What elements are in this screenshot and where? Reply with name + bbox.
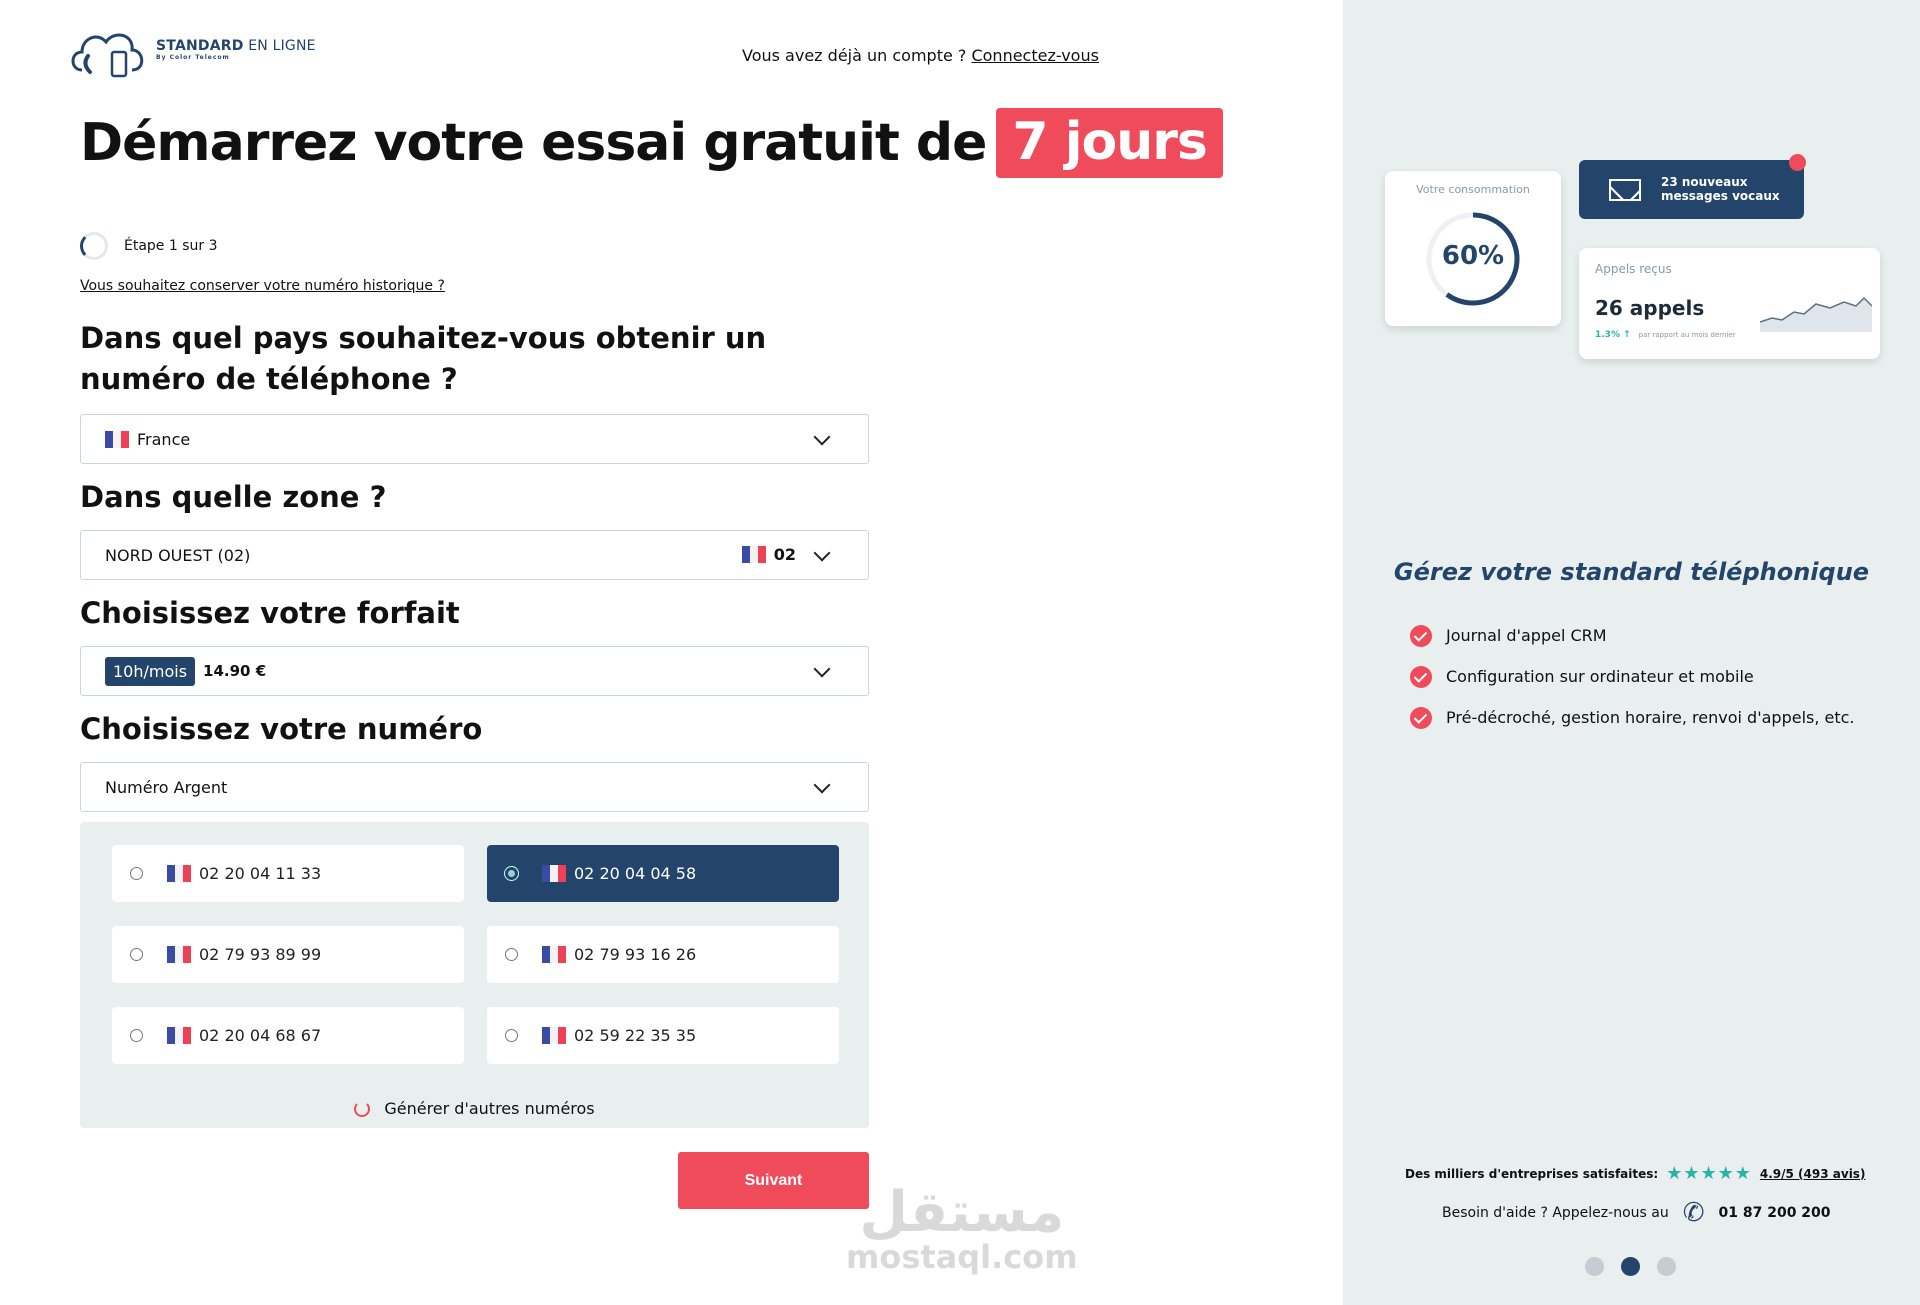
keep-number-link[interactable]: Vous souhaitez conserver votre numéro historique ? bbox=[80, 278, 445, 294]
number-option-selected[interactable]: 02 20 04 04 58 bbox=[487, 845, 839, 902]
number-option[interactable]: 02 59 22 35 35 bbox=[487, 1007, 839, 1064]
radio-button[interactable] bbox=[505, 867, 518, 880]
plan-question: Choisissez votre forfait bbox=[80, 596, 460, 630]
feature-item: Pré-décroché, gestion horaire, renvoi d'appels, etc. bbox=[1410, 697, 1855, 738]
chevron-down-icon bbox=[814, 777, 831, 794]
plan-price: 14.90 € bbox=[203, 662, 267, 680]
number-option[interactable]: 02 20 04 68 67 bbox=[112, 1007, 464, 1064]
carousel-dot[interactable] bbox=[1657, 1257, 1676, 1276]
calls-sparkline bbox=[1760, 292, 1872, 332]
help-phone-number[interactable]: 01 87 200 200 bbox=[1718, 1205, 1831, 1221]
country-value: France bbox=[137, 429, 191, 449]
star-rating-icon: ★★★★★ bbox=[1666, 1163, 1752, 1184]
brand-name: STANDARD EN LIGNE bbox=[156, 37, 316, 54]
check-icon bbox=[1410, 625, 1432, 647]
cloud-phone-icon bbox=[68, 22, 148, 78]
zone-question: Dans quelle zone ? bbox=[80, 480, 387, 514]
page-title: Démarrez votre essai gratuit de 7 jours bbox=[80, 108, 1223, 178]
feature-item: Configuration sur ordinateur et mobile bbox=[1410, 656, 1855, 697]
phone-icon: ✆ bbox=[1682, 1198, 1705, 1228]
zone-value: NORD OUEST (02) bbox=[105, 545, 251, 565]
number-option[interactable]: 02 20 04 11 33 bbox=[112, 845, 464, 902]
zone-select[interactable] bbox=[80, 530, 869, 580]
login-prompt: Vous avez déjà un compte ? Connectez-vous bbox=[742, 46, 1099, 65]
france-flag-icon bbox=[105, 431, 129, 448]
envelope-icon bbox=[1609, 179, 1641, 201]
login-link[interactable]: Connectez-vous bbox=[971, 46, 1099, 65]
country-select[interactable] bbox=[80, 414, 869, 464]
reviews-summary: Des milliers d'entreprises satisfaites: ★★★★★ 4.9/5 (493 avis) bbox=[1405, 1163, 1866, 1184]
radio-button[interactable] bbox=[505, 1029, 518, 1042]
france-flag-icon bbox=[167, 1027, 191, 1044]
watermark: مستقل mostaql.com bbox=[846, 1180, 1078, 1276]
next-button[interactable]: Suivant bbox=[678, 1152, 869, 1209]
plan-badge: 10h/mois bbox=[105, 657, 195, 686]
reviews-link[interactable]: 4.9/5 (493 avis) bbox=[1759, 1166, 1866, 1181]
check-icon bbox=[1410, 666, 1432, 688]
carousel-dots bbox=[1585, 1257, 1676, 1276]
number-option[interactable]: 02 79 93 16 26 bbox=[487, 926, 839, 983]
calls-value: 26 appels bbox=[1595, 296, 1705, 320]
feature-item: Journal d'appel CRM bbox=[1410, 615, 1855, 656]
country-question: Dans quel pays souhaitez-vous obtenir un numéro de téléphone ? bbox=[80, 321, 767, 396]
radio-button[interactable] bbox=[130, 948, 143, 961]
side-tagline: Gérez votre standard téléphonique bbox=[1393, 558, 1870, 586]
calls-title: Appels reçus bbox=[1595, 262, 1672, 276]
consumption-title: Votre consommation bbox=[1416, 183, 1530, 196]
calls-trend: 1.3% ↑ par rapport au mois dernier bbox=[1595, 330, 1736, 340]
chevron-down-icon bbox=[814, 429, 831, 446]
number-question: Choisissez votre numéro bbox=[80, 712, 483, 746]
refresh-icon bbox=[354, 1101, 370, 1117]
france-flag-icon bbox=[167, 946, 191, 963]
calls-card bbox=[1579, 248, 1880, 359]
brand-tagline: By Color Telecom bbox=[156, 54, 230, 62]
radio-button[interactable] bbox=[130, 1029, 143, 1042]
radio-button[interactable] bbox=[130, 867, 143, 880]
france-flag-icon bbox=[742, 546, 766, 563]
step-indicator bbox=[80, 232, 218, 260]
notification-dot bbox=[1789, 154, 1806, 171]
number-type-select[interactable] bbox=[80, 762, 869, 812]
radio-button[interactable] bbox=[505, 948, 518, 961]
france-flag-icon bbox=[167, 865, 191, 882]
voicemail-card[interactable]: 23 nouveaux messages vocaux bbox=[1579, 160, 1804, 219]
france-flag-icon bbox=[542, 946, 566, 963]
logo[interactable] bbox=[68, 22, 316, 78]
check-icon bbox=[1410, 707, 1432, 729]
number-type-value: Numéro Argent bbox=[105, 777, 228, 797]
plan-select[interactable] bbox=[80, 646, 869, 696]
consumption-card bbox=[1385, 171, 1561, 326]
number-options bbox=[80, 822, 869, 1128]
chevron-down-icon bbox=[814, 661, 831, 678]
regenerate-numbers-button[interactable]: Générer d'autres numéros bbox=[80, 1099, 869, 1118]
consumption-value: 60% bbox=[1441, 241, 1505, 271]
help-line: Besoin d'aide ? Appelez-nous au ✆ 01 87 200 200 bbox=[1442, 1198, 1831, 1228]
step-progress-ring bbox=[80, 232, 108, 260]
trial-duration-badge: 7 jours bbox=[996, 108, 1222, 178]
feature-list bbox=[1410, 615, 1855, 738]
carousel-dot[interactable] bbox=[1585, 1257, 1604, 1276]
zone-code: 02 bbox=[742, 545, 796, 564]
france-flag-icon bbox=[542, 1027, 566, 1044]
number-option[interactable]: 02 79 93 89 99 bbox=[112, 926, 464, 983]
france-flag-icon bbox=[542, 865, 566, 882]
chevron-down-icon bbox=[814, 545, 831, 562]
carousel-dot-active[interactable] bbox=[1621, 1257, 1640, 1276]
step-label: Étape 1 sur 3 bbox=[124, 238, 218, 254]
